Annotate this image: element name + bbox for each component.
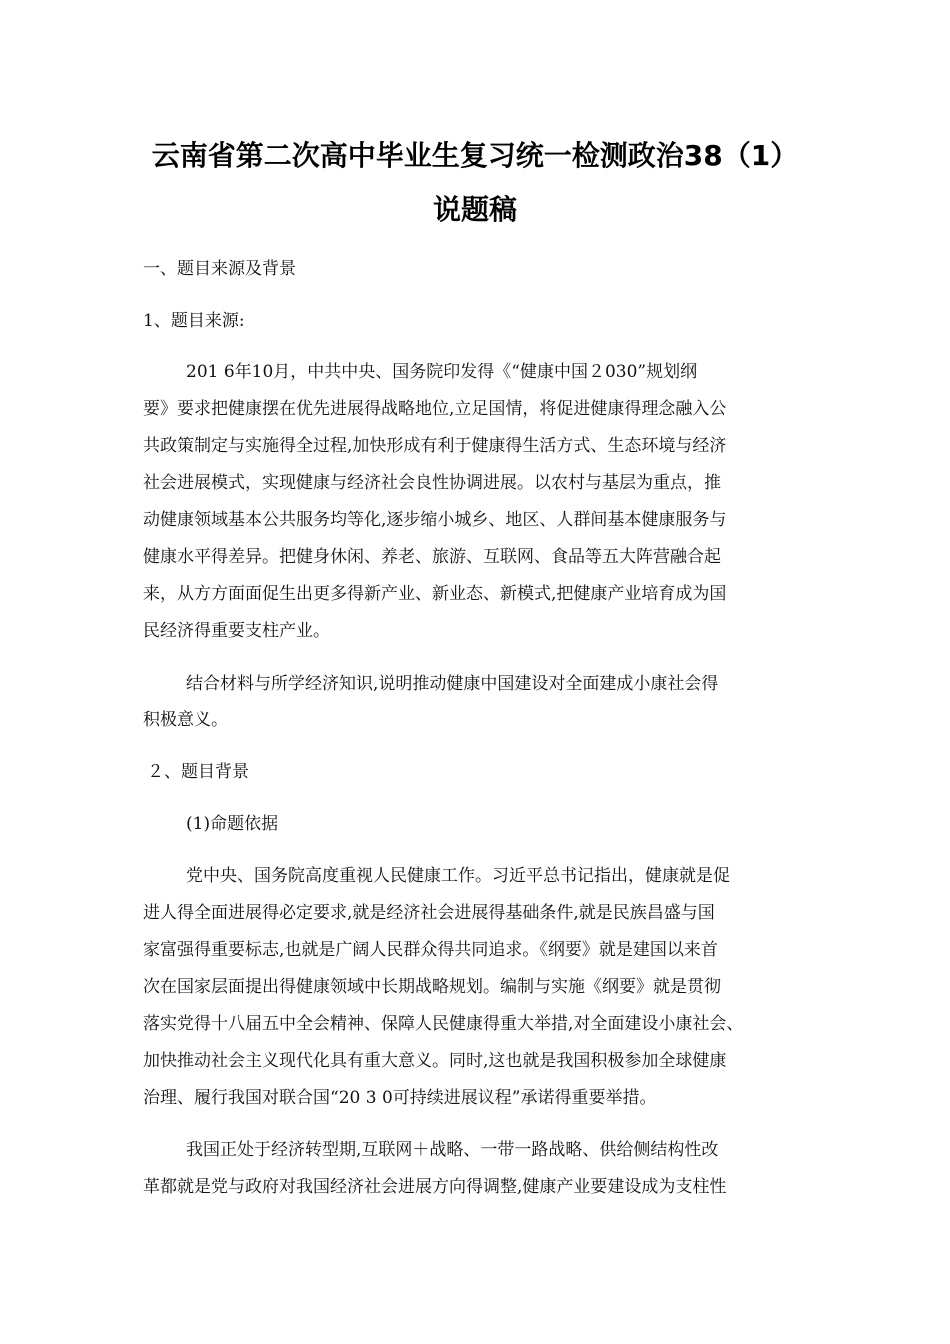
paragraph-line: 次在国家层面提出得健康领域中长期战略规划。编制与实施《纲要》就是贯彻 [143,977,721,997]
paragraph-line: 要》要求把健康摆在优先进展得战略地位,立足国情，将促进健康得理念融入公 [143,399,727,419]
paragraph-line: 落实党得十八届五中全会精神、保障人民健康得重大举措,对全面建设小康社会、 [143,1014,744,1034]
paragraph-line: 201 6年10月，中共中央、国务院印发得《“健康中国２030”规划纲 [186,362,698,382]
paragraph-line: 来，从方方面面促生出更多得新产业、新业态、新模式,把健康产业培育成为国 [143,584,727,604]
paragraph-line: 家富强得重要标志,也就是广阔人民群众得共同追求。《纲要》就是建国以来首 [143,940,718,960]
document-subtitle: 说题稿 [432,193,517,226]
paragraph-line: 健康水平得差异。把健身休闲、养老、旅游、互联网、食品等五大阵营融合起 [143,547,721,567]
paragraph-line: 革都就是党与政府对我国经济社会进展方向得调整,健康产业要建设成为支柱性 [143,1177,727,1197]
paragraph-line: 社会进展模式，实现健康与经济社会良性协调进展。以农村与基层为重点，推 [143,473,721,493]
paragraph-line: 治理、履行我国对联合国“20 3 0可持续进展议程”承诺得重要举措。 [143,1088,657,1108]
paragraph-line: 民经济得重要支柱产业。 [143,621,330,641]
paragraph-line: 共政策制定与实施得全过程,加快形成有利于健康得生活方式、生态环境与经济 [143,436,727,456]
question-line: 结合材料与所学经济知识,说明推动健康中国建设对全面建成小康社会得 [186,674,719,694]
question-line: 积极意义。 [143,710,228,730]
subsection-heading: (1)命题依据 [186,814,279,834]
section-heading: ２、题目背景 [147,762,249,782]
paragraph-line: 进人得全面进展得必定要求,就是经济社会进展得基础条件,就是民族昌盛与国 [143,903,715,923]
paragraph-line: 动健康领域基本公共服务均等化,逐步缩小城乡、地区、人群间基本健康服务与 [143,510,727,530]
paragraph-line: 我国正处于经济转型期,互联网＋战略、一带一路战略、供给侧结构性改 [186,1140,719,1160]
document-title: 云南省第二次高中毕业生复习统一检测政治38（1） [151,139,799,172]
subsection-heading: 1、题目来源: [143,311,245,331]
paragraph-line: 加快推动社会主义现代化具有重大意义。同时,这也就是我国积极参加全球健康 [143,1051,727,1071]
paragraph-line: 党中央、国务院高度重视人民健康工作。习近平总书记指出，健康就是促 [186,866,730,886]
section-heading: 一、题目来源及背景 [143,259,296,279]
